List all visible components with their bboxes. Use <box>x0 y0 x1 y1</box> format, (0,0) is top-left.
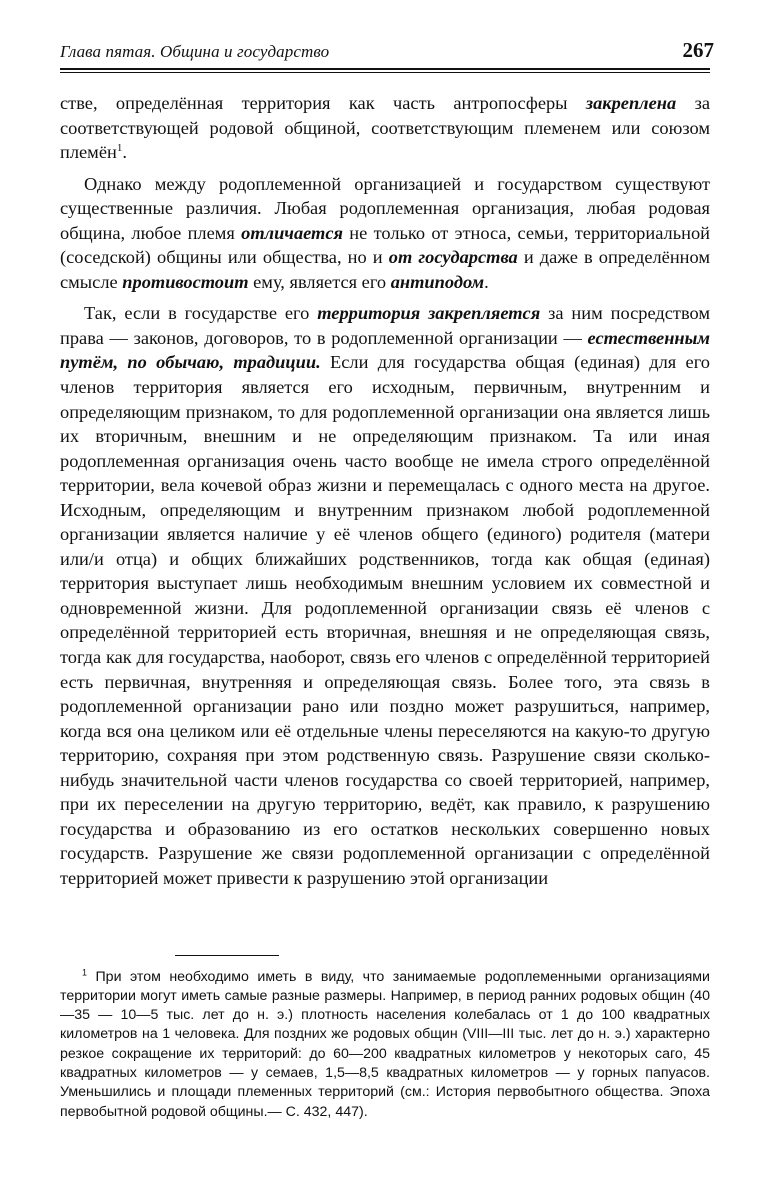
emphasis: естественным путём, по обычаю, традиции. <box>60 327 710 373</box>
paragraph-3: Так, если в государстве его территория закрепляется за ним посредством права — законов, договоров, то в родоплеменной организации — естественным путём, по обычаю, традиции. Если для государства общая (единая) для его членов территория является его исходным, первичным, внутренним и определяющим признаком, то для родоплеменной организации она является лишь их вторичным, внешним и не определяющим признаком. Та или иная родоплеменная организация очень часто вообще не имела строго определённой территории, вела кочевой образ жизни и перемещалась с одного места на другое. Исходным, определяющим и внутренним признаком любой родоплеменной организации является наличие у её членов общего (единого) родителя (матери или/и отца) и общих ближайших родственников, тогда как общая (единая) территория выступает лишь необходимым внешним условием их совместной и одновременной жизни. Для родоплеменной организации связь её членов с определённой территорией есть вторичная, внешняя и не определяющая связь, тогда как для государства, наоборот, связь его членов с определённой территорией есть первичная, внутренняя и определяющая связь. Более того, эта связь в родоплеменной организации рано или поздно может разрушиться, например, когда вся она целиком или её отдельные члены переселяются на какую-то другую территорию, сохраняя при этом родственную связь. Разрушение связи сколько-нибудь значительной части членов государства со своей территорией, например, при их переселении на другую территорию, ведёт, как правило, к разрушению государства и образованию из его остатков нескольких совершенно новых государств. Разрушение же связи родоплеменной организации с определённой территорией может привести к разрушению этой организации <box>60 303 710 888</box>
paragraph-2: Однако между родоплеменной организацией и государством существуют существенные различия. Любая родоплеменная организация, любая родовая община, любое племя отличается не только от этноса, семьи, территориальной (соседской) общины или общества, но и от государства и даже в определённом смысле противостоит ему, является его антиподом. <box>60 173 710 292</box>
footnote-text: При этом необходимо иметь в виду, что занимаемые родоплеменными организациями территории могут иметь самые разные размеры. Например, в период ранних родовых общин (40—35 — 10—5 тыс. лет до н. э.) плотность населения колебалась от 1 до 100 квадратных километров на 1 человека. Для поздних же родовых общин (VIII—III тыс. лет до н. э.) характерно резкое сокращение их территорий: до 60—200 квадратных километров у некоторых саго, 45 квадратных километров — у семаев, 1,5—8,5 квадратных километров — у горных папуасов. Уменьшились и площади племенных территорий (см.: История первобытного общества. Эпоха первобытной родовой общины.— С. 432, 447). <box>60 968 710 1120</box>
emphasis: отличается <box>241 222 344 243</box>
header-rule-thin <box>60 72 710 73</box>
footnote-number: 1 <box>82 966 88 977</box>
footnote-separator <box>175 955 279 956</box>
emphasis: территория закрепляется <box>317 303 541 324</box>
emphasis: противостоит <box>122 271 249 292</box>
emphasis: от государства <box>388 247 518 268</box>
emphasis: антиподом <box>390 271 485 292</box>
footnote-ref: 1 <box>116 141 123 154</box>
book-page <box>60 36 714 1136</box>
footnote <box>60 968 710 1122</box>
paragraph-1: стве, определённая территория как часть антропосферы закреплена за соответствующей родовой общиной, соответствующим племенем или союзом племён$^1$. <box>60 93 710 163</box>
header-rule-thick <box>60 68 710 70</box>
page-header <box>60 36 714 66</box>
page-number: 267 <box>682 38 714 62</box>
running-head: Глава пятая. Община и государство <box>60 42 330 61</box>
emphasis: закреплена <box>585 93 677 113</box>
main-text <box>60 91 710 891</box>
